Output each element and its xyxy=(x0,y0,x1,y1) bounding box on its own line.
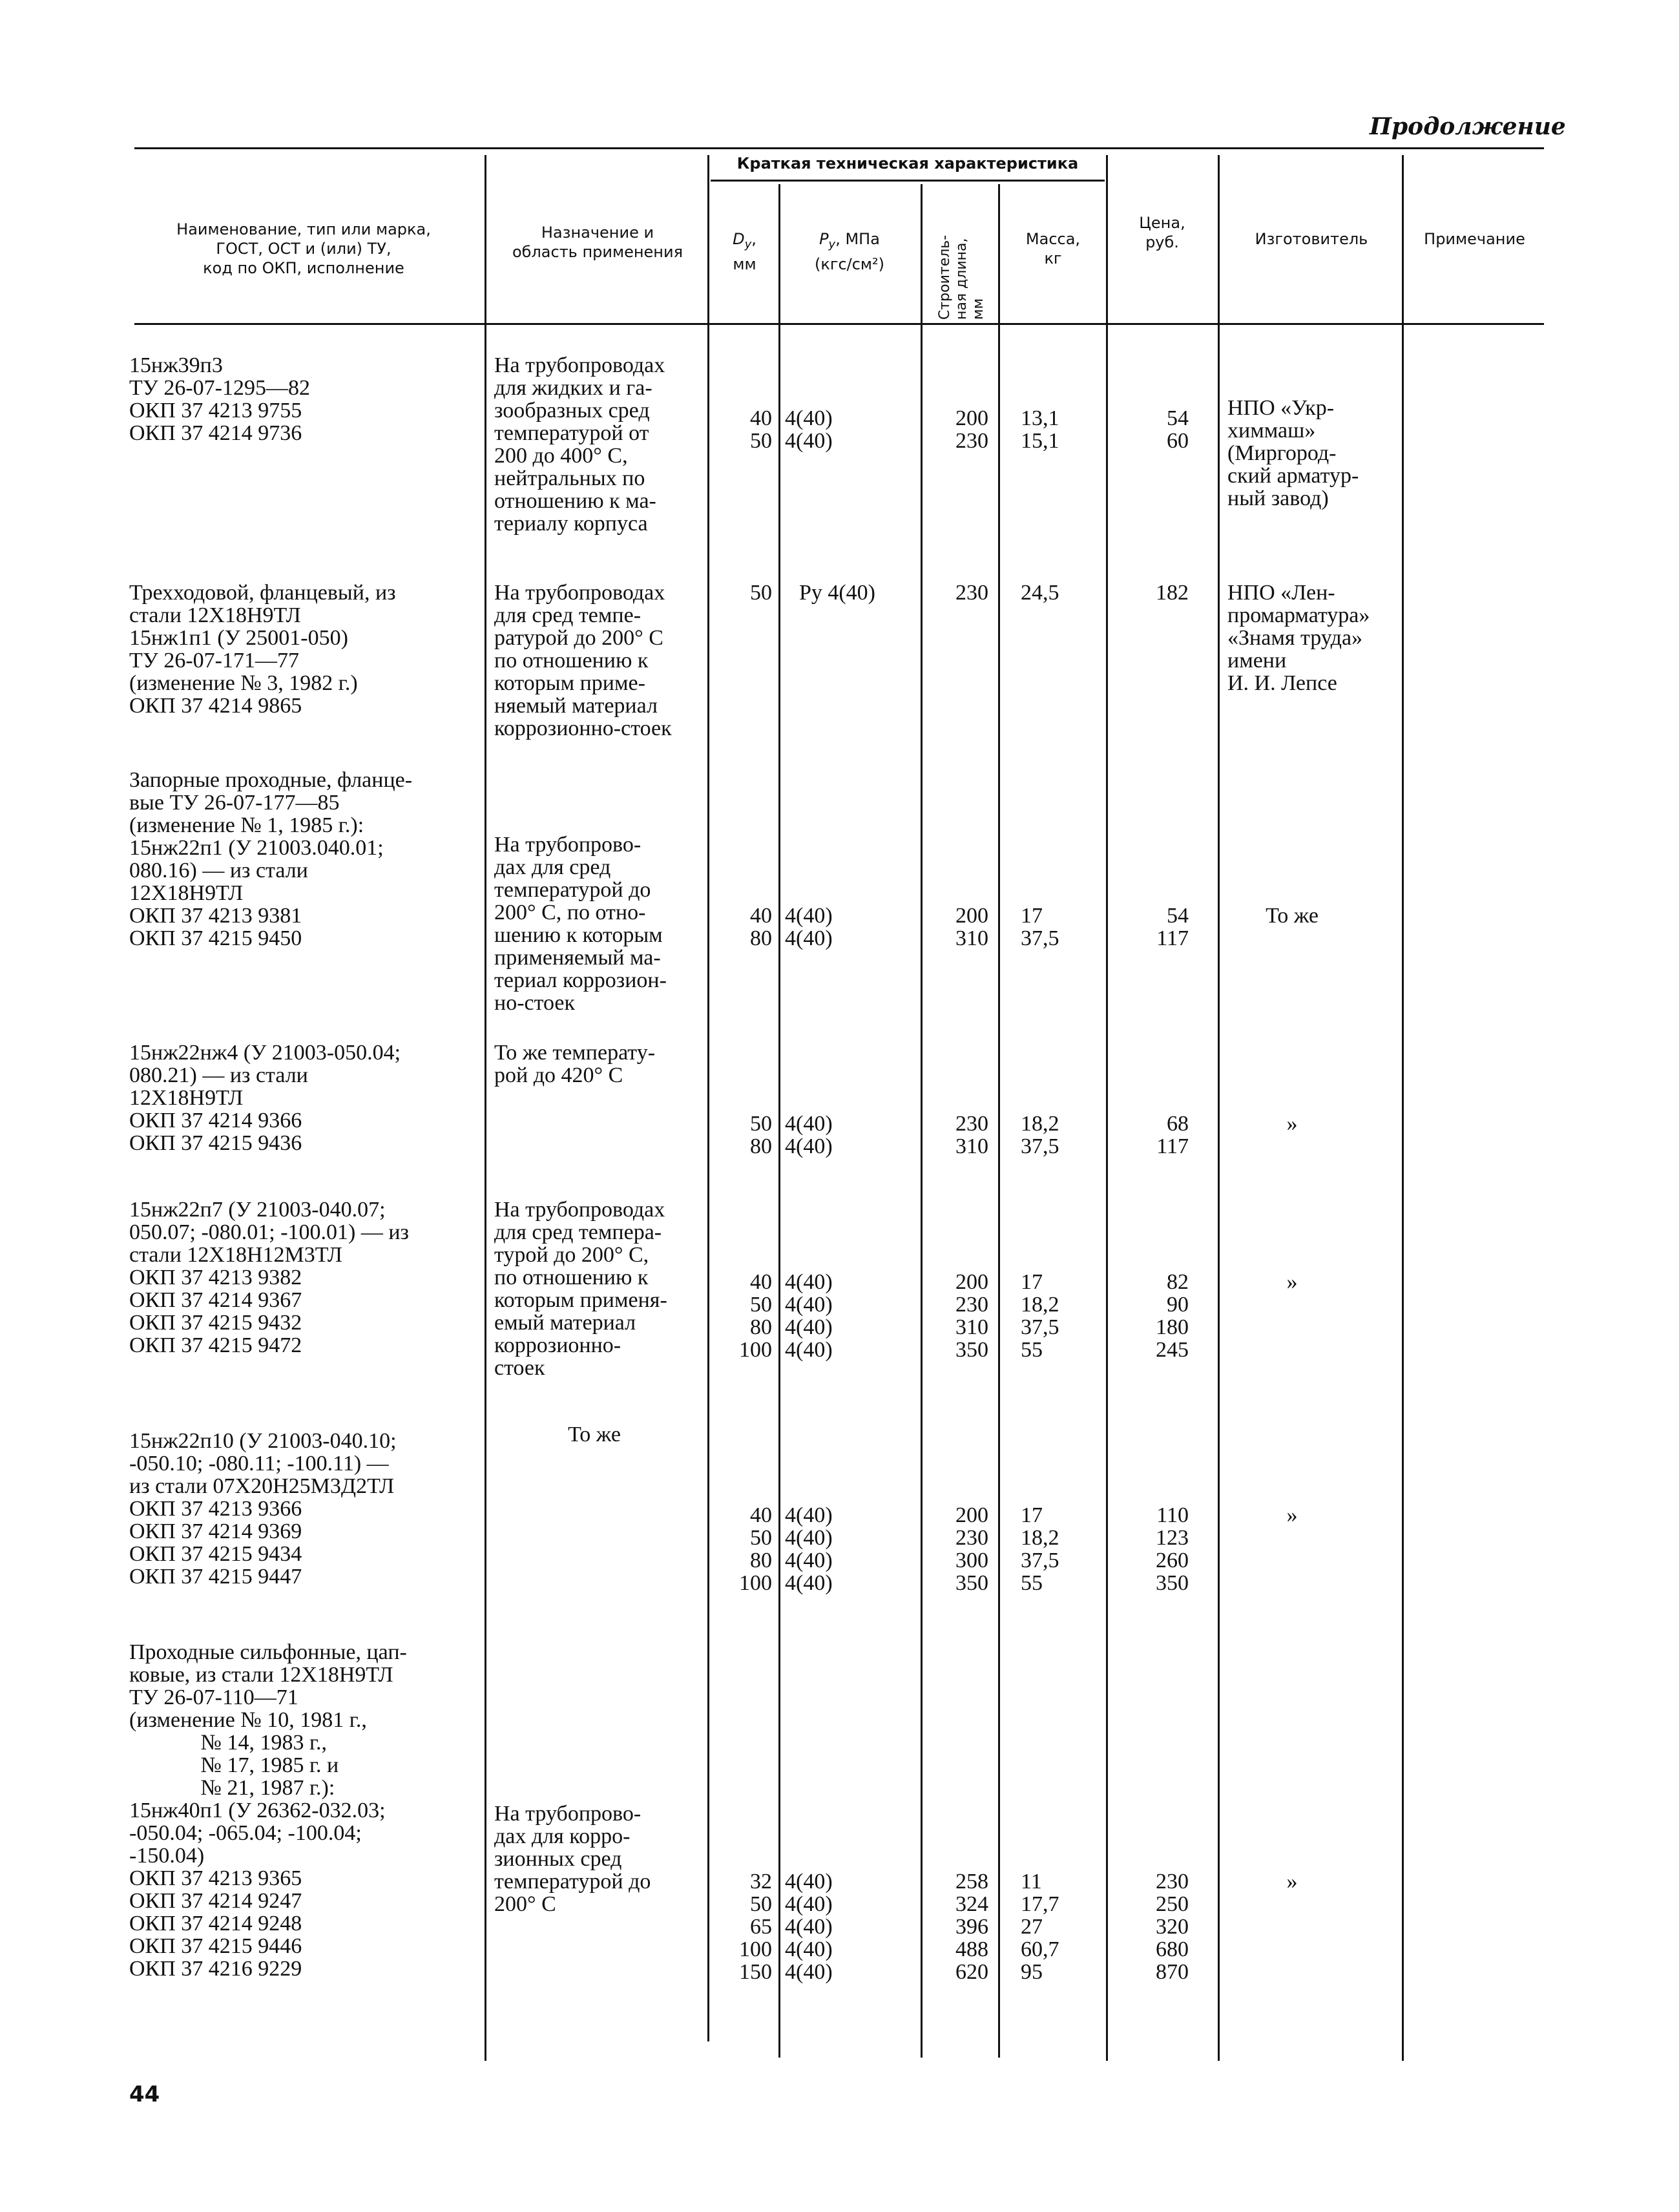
cell-name: Проходные сильфонные, цап- ковые, из стали 12Х18Н9ТЛ ТУ 26-07-110—71 (изменение № 10, 1981 г., № 14, 1983 г., № 17, 1985 г. и № 21, 1987 г.): 15нж40п1 (У 26362-032.03; -050.04; -065.04; -100.04; -150.04) ОКП 37 4213 9365 ОКП 37 4214 9247 ОКП 37 4214 9248 ОКП 37 4215 9446 ОКП 37 4216 9229 xyxy=(129,1640,407,1981)
column-divider xyxy=(1218,155,1220,2061)
cell-mass: 11 17,7 27 60,7 95 xyxy=(1021,1870,1059,1984)
cell-py: 4(40) 4(40) xyxy=(785,904,833,950)
cell-purpose: То же температу- рой до 420° С xyxy=(494,1041,656,1087)
cell-manufacturer: То же xyxy=(1266,904,1319,928)
cell-mass: 24,5 xyxy=(1021,581,1059,605)
cell-length: 230 310 xyxy=(955,1112,988,1158)
spec-group-rule xyxy=(711,180,1105,182)
cell-length: 200 310 xyxy=(955,904,988,950)
cell-mass: 18,2 37,5 xyxy=(1021,1112,1059,1158)
header-py-rest: , МПа xyxy=(835,230,880,248)
header-dy-unit: мм xyxy=(733,255,756,273)
cell-dy: 40 50 80 100 xyxy=(739,1270,772,1362)
cell-purpose: То же xyxy=(568,1423,621,1446)
cell-py: 4(40) 4(40) 4(40) 4(40) xyxy=(785,1503,833,1595)
header-dy: $D_у$, мм xyxy=(733,230,756,273)
cell-py: 4(40) 4(40) xyxy=(785,1112,833,1158)
header-bottom-rule xyxy=(134,323,1544,325)
cell-py: 4(40) 4(40) 4(40) 4(40) xyxy=(785,1270,833,1362)
column-divider xyxy=(485,155,486,2061)
header-dy-symbol: D xyxy=(733,230,745,248)
cell-name: Запорные проходные, фланце- вые ТУ 26-07-177—85 (изменение № 1, 1985 г.): 15нж22п1 (У 21003.040.01; 080.16) — из стали 12Х18Н9ТЛ ОКП 37 4213 9381 ОКП 37 4215 9450 xyxy=(129,768,413,950)
cell-length: 230 xyxy=(955,581,988,605)
cell-length: 200 230 300 350 xyxy=(955,1503,988,1595)
cell-dy: 40 50 xyxy=(750,406,772,453)
cell-manufacturer: » xyxy=(1286,1870,1298,1894)
cell-name: 15нж39п3 ТУ 26-07-1295—82 ОКП 37 4213 9755 ОКП 37 4214 9736 xyxy=(129,353,310,445)
cell-purpose: На трубопроводах для сред темпе- ратурой до 200° С по отношению к которым приме- няемый материал коррозионно-стоек xyxy=(494,581,672,740)
header-length: Строитель- ная длина, мм xyxy=(937,235,986,320)
header-py-unit: (кгс/см²) xyxy=(814,255,885,273)
column-divider xyxy=(998,184,1000,2058)
cell-price: 54 117 xyxy=(1156,904,1189,950)
cell-purpose: На трубопроводах для сред темпера- турой до 200° С, по отношению к которым применя- емый материал коррозионно- стоек xyxy=(494,1198,667,1380)
header-note: Примечание xyxy=(1424,230,1525,248)
header-price: Цена, руб. xyxy=(1139,214,1185,251)
cell-name: 15нж22п7 (У 21003-040.07; 050.07; -080.01; -100.01) — из стали 12Х18Н12М3ТЛ ОКП 37 4213 9382 ОКП 37 4214 9367 ОКП 37 4215 9432 ОКП 37 4215 9472 xyxy=(129,1198,409,1357)
header-manufacturer: Изготовитель xyxy=(1255,230,1368,248)
cell-py: 4(40) 4(40) xyxy=(785,406,833,453)
cell-purpose: На трубопрово- дах для корро- зионных сред температурой до 200° С xyxy=(494,1802,651,1916)
cell-price: 230 250 320 680 870 xyxy=(1156,1870,1189,1984)
header-brief-spec: Краткая техническая характеристика xyxy=(736,154,1079,172)
cell-manufacturer: » xyxy=(1286,1270,1298,1294)
cell-dy: 32 50 65 100 150 xyxy=(739,1870,772,1984)
table-top-rule xyxy=(134,147,1544,149)
column-divider xyxy=(1106,155,1108,2061)
cell-dy: 50 80 xyxy=(750,1112,772,1158)
page-number: 44 xyxy=(129,2082,160,2107)
cell-mass: 17 18,2 37,5 55 xyxy=(1021,1503,1059,1595)
continuation-label: Продолжение xyxy=(1370,113,1566,140)
cell-mass: 17 18,2 37,5 55 xyxy=(1021,1270,1059,1362)
cell-dy: 50 xyxy=(750,581,772,605)
header-purpose: Назначение и область применения xyxy=(512,224,683,261)
cell-length: 258 324 396 488 620 xyxy=(955,1870,988,1984)
cell-price: 82 90 180 245 xyxy=(1156,1270,1189,1362)
header-py-symbol: P xyxy=(819,230,829,248)
cell-dy: 40 80 xyxy=(750,904,772,950)
column-divider xyxy=(921,184,923,2058)
header-mass: Масса, кг xyxy=(1025,230,1081,267)
header-name: Наименование, тип или марка, ГОСТ, ОСТ и (или) ТУ, код по ОКП, исполнение xyxy=(176,220,431,277)
cell-name: Трехходовой, фланцевый, из стали 12Х18Н9ТЛ 15нж1п1 (У 25001-050) ТУ 26-07-171—77 (изменение № 3, 1982 г.) ОКП 37 4214 9865 xyxy=(129,581,396,718)
cell-manufacturer: НПО «Лен- промарматура» «Знамя труда» имени И. И. Лепсе xyxy=(1227,581,1370,695)
cell-price: 182 xyxy=(1156,581,1189,605)
cell-mass: 17 37,5 xyxy=(1021,904,1059,950)
cell-mass: 13,1 15,1 xyxy=(1021,406,1059,453)
header-dy-sub: у xyxy=(744,237,752,251)
cell-manufacturer: » xyxy=(1286,1503,1298,1527)
column-divider xyxy=(778,184,780,2058)
column-divider xyxy=(707,155,709,2041)
cell-price: 54 60 xyxy=(1167,406,1189,453)
cell-dy: 40 50 80 100 xyxy=(739,1503,772,1595)
cell-price: 110 123 260 350 xyxy=(1156,1503,1189,1595)
cell-py: 4(40) 4(40) 4(40) 4(40) 4(40) xyxy=(785,1870,833,1984)
cell-manufacturer: » xyxy=(1286,1112,1298,1136)
header-py-sub: у xyxy=(828,237,836,251)
cell-py: Pу 4(40) xyxy=(798,581,875,605)
cell-length: 200 230 310 350 xyxy=(955,1270,988,1362)
cell-length: 200 230 xyxy=(955,406,988,453)
column-divider xyxy=(1402,155,1404,2061)
cell-name: 15нж22нж4 (У 21003-050.04; 080.21) — из стали 12Х18Н9ТЛ ОКП 37 4214 9366 ОКП 37 4215 9436 xyxy=(129,1041,401,1155)
header-py xyxy=(782,229,917,274)
cell-price: 68 117 xyxy=(1156,1112,1189,1158)
cell-name: 15нж22п10 (У 21003-040.10; -050.10; -080.11; -100.11) — из стали 07Х20Н25М3Д2ТЛ ОКП 37 4213 9366 ОКП 37 4214 9369 ОКП 37 4215 9434 ОКП 37 4215 9447 xyxy=(129,1429,397,1589)
cell-purpose: На трубопроводах для жидких и га- зообразных сред температурой от 200 до 400° С, нейтральных по отношению к ма- териалу корпуса xyxy=(494,353,665,536)
cell-purpose: На трубопрово- дах для сред температурой до 200° С, по отно- шению к которым применяемый ма- териал коррозион- но-стоек xyxy=(494,833,667,1015)
cell-manufacturer: НПО «Укр- химмаш» (Миргород- ский арматур- ный завод) xyxy=(1227,396,1359,510)
